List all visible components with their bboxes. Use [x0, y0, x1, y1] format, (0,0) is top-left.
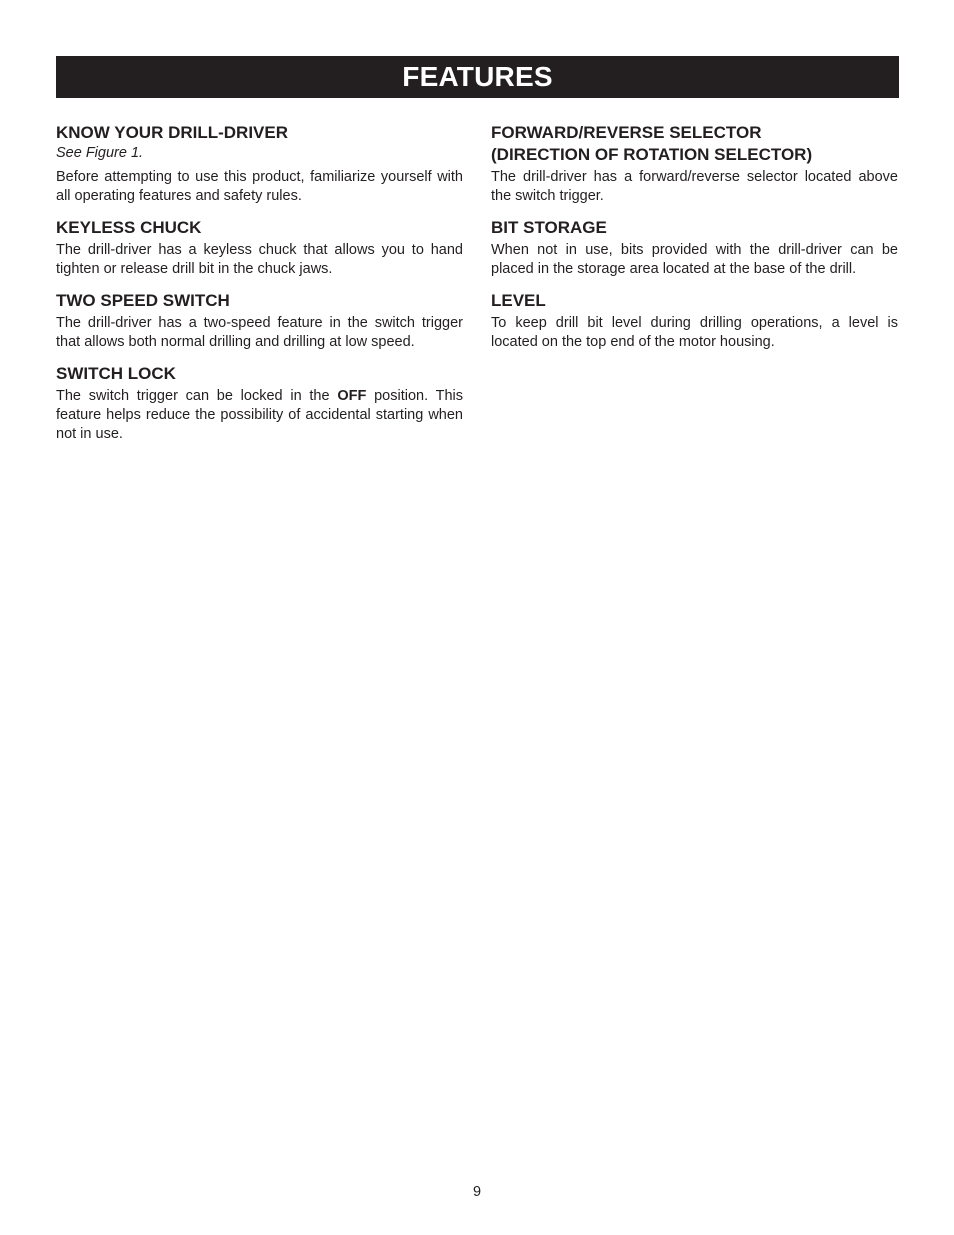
off-emphasis: OFF [337, 388, 367, 404]
section-body: The drill-driver has a two-speed feature in the switch trigger that allows both normal drilling and drilling at low speed. [56, 315, 463, 350]
section-know-your-drill [56, 122, 463, 206]
section-level [491, 290, 898, 352]
page-number: 9 [472, 1184, 482, 1200]
body-text-end: position. This feature helps reduce the possibility of accidental starting when not in use. [56, 388, 464, 442]
section-heading: TWO SPEED SWITCH [56, 291, 230, 310]
section-keyless-chuck [56, 217, 463, 279]
section-heading [491, 122, 898, 166]
left-column [56, 122, 463, 444]
page-title: FEATURES [402, 61, 553, 92]
figure-reference: See Figure 1. [56, 145, 144, 161]
body-text-start: The switch trigger can be locked in the [56, 388, 330, 404]
section-heading: SWITCH LOCK [56, 364, 176, 383]
section-heading: BIT STORAGE [491, 218, 607, 237]
section-body: Before attempting to use this product, familiarize yourself with all operating features and safety rules. [56, 169, 463, 204]
heading-line-2: (DIRECTION OF ROTATION SELECTOR) [491, 145, 813, 164]
section-body: The drill-driver has a forward/reverse selector located above the switch trigger. [491, 169, 898, 204]
section-heading: KNOW YOUR DRILL-DRIVER [56, 123, 289, 142]
title-banner [56, 56, 899, 98]
section-forward-reverse-selector [491, 122, 898, 206]
section-body: The drill-driver has a keyless chuck that allows you to hand tighten or release drill bit in the chuck jaws. [56, 242, 463, 277]
section-heading: LEVEL [491, 291, 546, 310]
section-heading: KEYLESS CHUCK [56, 218, 202, 237]
section-body: To keep drill bit level during drilling operations, a level is located on the top end of the motor housing. [491, 315, 898, 350]
right-column [491, 122, 898, 352]
heading-line-1: FORWARD/REVERSE SELECTOR [491, 123, 762, 142]
section-switch-lock [56, 363, 463, 444]
section-body [56, 387, 463, 444]
section-body: When not in use, bits provided with the drill-driver can be placed in the storage area located at the base of the drill. [491, 242, 898, 277]
section-two-speed-switch [56, 290, 463, 352]
section-bit-storage [491, 217, 898, 279]
